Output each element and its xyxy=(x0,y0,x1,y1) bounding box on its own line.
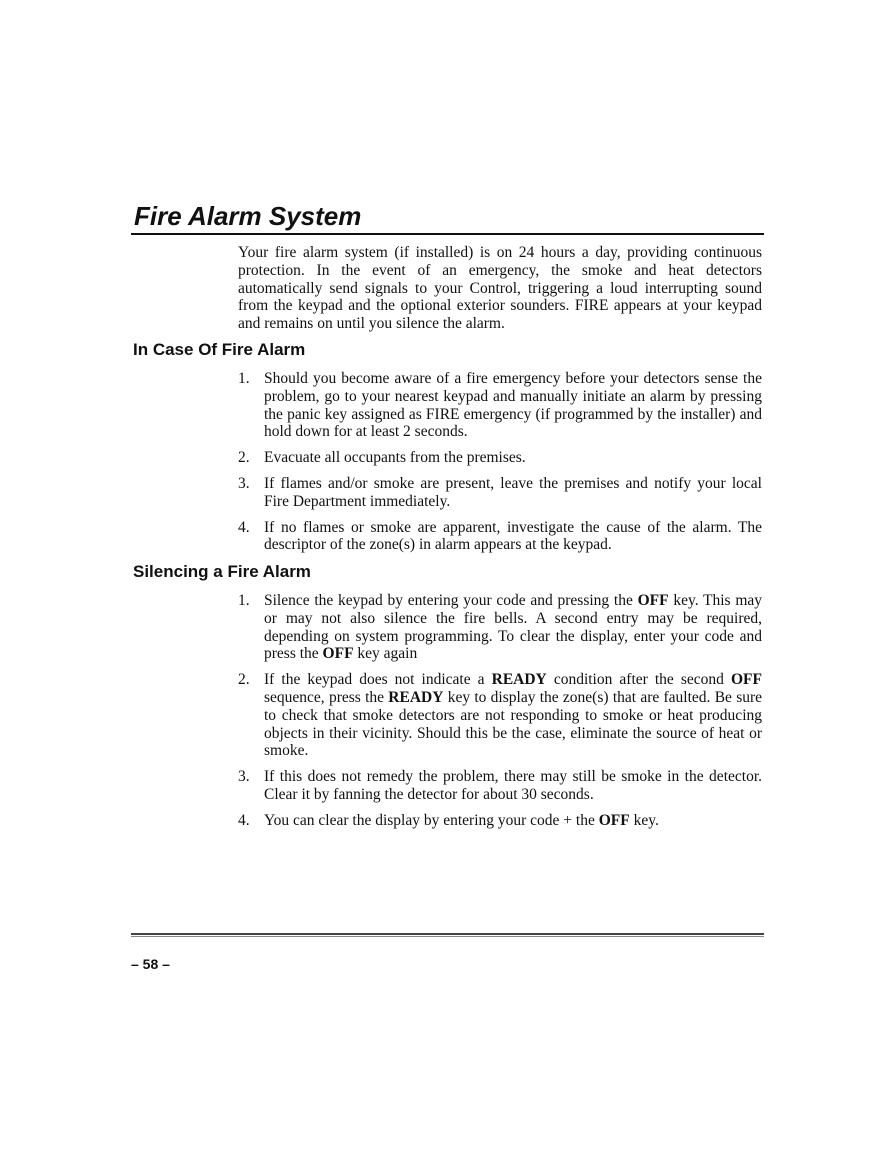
list-item-text: Silence the keypad by entering your code and pressing the OFF key. This may or may not also silence the fire bells. A second entry may be required, depending on system programming. To clear the display, enter your code and press the OFF key again xyxy=(264,592,763,663)
list-item xyxy=(238,812,762,830)
key-name: OFF xyxy=(637,592,669,609)
list-item-text: You can clear the display by entering your code + the OFF key. xyxy=(264,811,659,829)
key-name: OFF xyxy=(730,671,762,689)
list-item xyxy=(238,671,762,760)
list-number: 4. xyxy=(238,518,250,536)
page-title: Fire Alarm System xyxy=(134,201,362,231)
footer-rule-thin xyxy=(131,936,764,937)
key-name: READY xyxy=(491,671,547,689)
intro-paragraph: Your fire alarm system (if installed) is on 24 hours a day, providing continuous protection. In the event of an emergency, the smoke and heat detectors automatically send signals to your Control, triggering a loud interrupting sound from the keypad and the optional exterior sounders. FIRE appears at your keypad and remains on until you silence the alarm. xyxy=(238,244,762,333)
list-item-text: If this does not remedy the problem, there may still be smoke in the detector. Clear it by fanning the detector for about 30 seconds. xyxy=(264,768,762,803)
list-number: 1. xyxy=(238,370,250,387)
list-number: 3. xyxy=(238,768,250,786)
list-item-text: Should you become aware of a fire emergency before your detectors sense the problem, go to your nearest keypad and manually initiate an alarm by pressing the panic key assigned as FIRE emergency (if programmed by the installer) and hold down for at least 2 seconds. xyxy=(264,370,762,441)
list-item xyxy=(238,475,762,511)
key-name: OFF xyxy=(598,811,630,829)
list-number: 1. xyxy=(238,592,250,609)
list-number: 3. xyxy=(238,474,250,492)
list-item-text: If flames and/or smoke are present, leave the premises and notify your local Fire Department immediately. xyxy=(264,474,762,510)
list-item-text: If the keypad does not indicate a READY condition after the second OFF sequence, press the READY key to display the zone(s) that are faulted. Be sure to check that smoke detectors are not responding to smoke or heat producing objects in their vicinity. Should this be the case, eliminate the source of heat or smoke. xyxy=(264,671,763,760)
page-number: – 58 – xyxy=(131,956,170,972)
silencing-steps-list xyxy=(238,592,762,838)
list-number: 2. xyxy=(238,671,250,689)
section-heading-in-case-of-fire: In Case Of Fire Alarm xyxy=(133,340,306,359)
list-item-text: If no flames or smoke are apparent, investigate the cause of the alarm. The descriptor of the zone(s) in alarm appears at the keypad. xyxy=(264,518,762,554)
fire-steps-list xyxy=(238,370,762,562)
key-name: OFF xyxy=(322,645,354,663)
footer-rule xyxy=(131,933,764,935)
key-name: READY xyxy=(388,688,444,706)
list-item xyxy=(238,768,762,804)
list-item-text: Evacuate all occupants from the premises. xyxy=(264,449,526,467)
list-item xyxy=(238,370,762,441)
section-heading-silencing: Silencing a Fire Alarm xyxy=(133,562,311,581)
list-item xyxy=(238,449,762,467)
list-item xyxy=(238,519,762,555)
list-number: 2. xyxy=(238,449,250,467)
list-number: 4. xyxy=(238,811,250,829)
list-item xyxy=(238,592,762,663)
title-underline xyxy=(131,233,764,235)
